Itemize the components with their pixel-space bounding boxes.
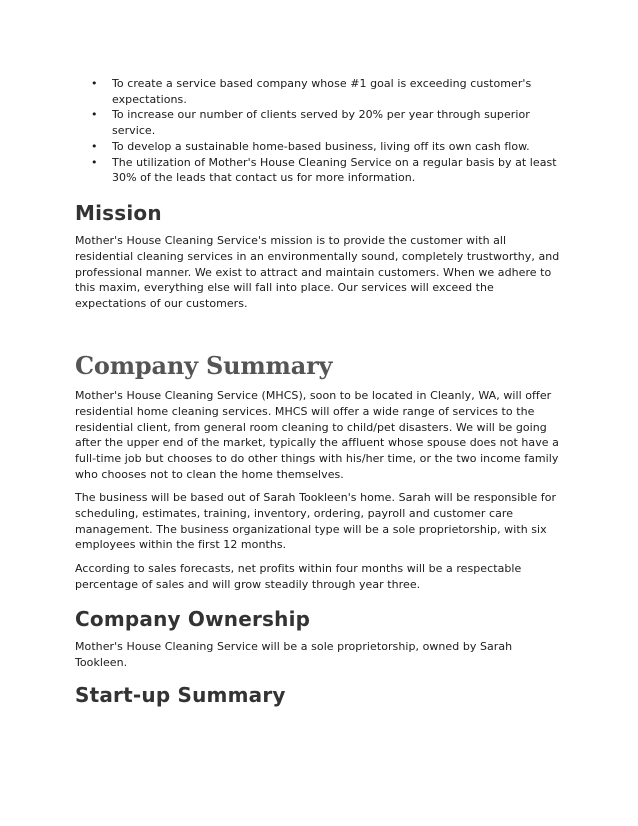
mission-heading: Mission	[75, 201, 162, 225]
bullet-icon: •	[91, 139, 98, 153]
mission-text: Mother's House Cleaning Service's mission is to provide the customer with all residential cleaning services in an environmentally sound, completely trustworthy, and professional manner. We exist to attract and maintain customers. When we adhere to this maxim, everything else will fall into place. Our services will exceed the expectations of our customers.	[75, 234, 560, 311]
list-item-text: To create a service based company whose #1 goal is exceeding customer's expectations.	[112, 77, 532, 106]
list-item-text: To increase our number of clients served by 20% per year through superior service.	[112, 108, 530, 138]
company-ownership-text: Mother's House Cleaning Service will be a sole proprietorship, owned by Sarah Tookleen.	[75, 640, 513, 669]
objectives-list	[91, 76, 561, 186]
bullet-icon: •	[91, 155, 98, 169]
company-summary-heading: Company Summary	[75, 351, 333, 380]
list-item	[91, 155, 561, 186]
startup-summary-heading: Start-up Summary	[75, 683, 286, 707]
list-item	[91, 76, 561, 107]
list-item	[91, 139, 561, 155]
company-summary-paragraph-2: The business will be based out of Sarah Tookleen's home. Sarah will be responsible for scheduling, estimates, training, inventory, ordering, payroll and customer care management. The business organizational type will be a sole proprietorship, with six employees within the first 12 months.	[75, 491, 557, 552]
company-summary-paragraph-1: Mother's House Cleaning Service (MHCS), soon to be located in Cleanly, WA, will offer residential home cleaning services. MHCS will offer a wide range of services to the residential client, from general room cleaning to child/pet disasters. We will be going after the upper end of the market, typically the affluent whose spouse does not have a full-time job but chooses to do other things with his/her time, or the two income family who chooses not to clean the home themselves.	[75, 389, 559, 481]
bullet-icon: •	[91, 77, 98, 90]
list-item-text: To develop a sustainable home-based business, living off its own cash flow.	[112, 139, 530, 153]
bullet-icon: •	[91, 108, 98, 122]
company-summary-paragraph-3: According to sales forecasts, net profits within four months will be a respectable percentage of sales and will grow steadily through year three.	[75, 562, 522, 591]
list-item-text: The utilization of Mother's House Cleaning Service on a regular basis by at least 30% of the leads that contact us for more information.	[112, 155, 557, 185]
company-ownership-heading: Company Ownership	[75, 607, 311, 631]
list-item	[91, 107, 561, 138]
